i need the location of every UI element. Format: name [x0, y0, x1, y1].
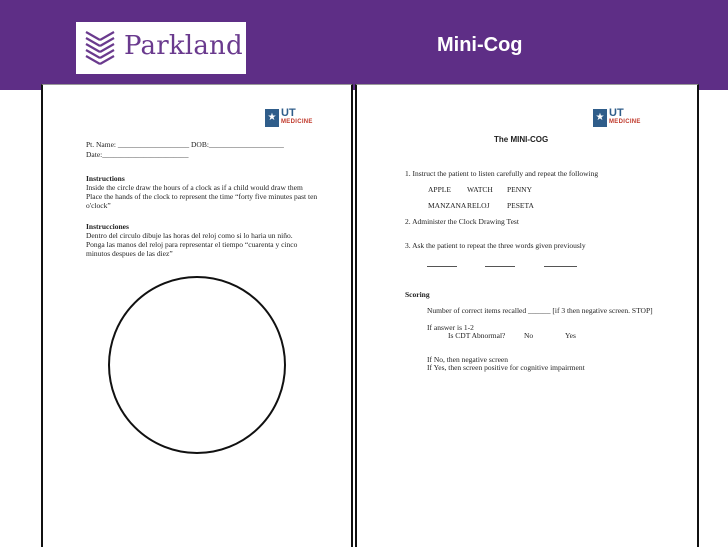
form-title: The MINI-COG [494, 135, 549, 144]
ut-logo-text: UT [281, 107, 296, 119]
if-yes-line: If Yes, then screen positive for cognitive impairment [427, 363, 585, 372]
medicine-logo-text: MEDICINE [609, 119, 641, 125]
instrucciones-heading: Instrucciones [86, 222, 129, 231]
word-penny: PENNY [507, 185, 533, 194]
instructions-heading: Instructions [86, 174, 125, 183]
parkland-logo-icon [82, 26, 118, 70]
clock-drawing-page [41, 84, 353, 547]
if-no-line: If No, then negative screen [427, 355, 509, 364]
step-1: 1. Instruct the patient to listen carefully and repeat the following [405, 169, 599, 178]
mini-cog-form-page [355, 84, 699, 547]
ut-medicine-logo [593, 109, 651, 127]
instrucciones-line: Dentro del circulo dibuje las horas del reloj como si lo haria un niño. [86, 231, 293, 240]
star-icon: ★ [265, 109, 279, 127]
instructions-line: Inside the circle draw the hours of a clock as if a child would draw them [86, 183, 303, 192]
slide-title: Mini-Cog [437, 34, 523, 56]
scoring-line: Number of correct items recalled ______ [if 3 then negative screen. STOP] [427, 306, 653, 315]
step-2: 2. Administer the Clock Drawing Test [405, 217, 519, 226]
word-watch: WATCH [467, 185, 493, 194]
answer-yes: Yes [565, 331, 576, 340]
word-peseta: PESETA [507, 201, 534, 210]
word-apple: APPLE [428, 185, 451, 194]
instructions-line: Place the hands of the clock to represent the time “forty five minutes past ten [86, 192, 318, 201]
word-manzana: MANZANA [428, 201, 467, 210]
scoring-heading: Scoring [405, 290, 430, 299]
cdt-abnormal-question: Is CDT Abnormal? [448, 331, 506, 340]
answer-no: No [524, 331, 534, 340]
if-answer-line: If answer is 1-2 [427, 323, 474, 332]
instrucciones-line: minutos despues de las diez” [86, 249, 173, 258]
recall-blank [427, 266, 457, 267]
recall-blank [485, 266, 515, 267]
instructions-line: o'clock” [86, 201, 111, 210]
recall-blank [544, 266, 577, 267]
header-bar [0, 0, 728, 90]
star-icon: ★ [593, 109, 607, 127]
brand-name: Parkland [124, 31, 243, 61]
clock-circle [108, 276, 286, 454]
parkland-logo [76, 22, 246, 74]
ut-medicine-logo [265, 109, 323, 127]
date-field: Date:_______________________ [86, 150, 189, 159]
step-3: 3. Ask the patient to repeat the three words given previously [405, 241, 586, 250]
medicine-logo-text: MEDICINE [281, 119, 313, 125]
ut-logo-text: UT [609, 107, 624, 119]
instrucciones-line: Ponga las manos del reloj para representar el tiempo “cuarenta y cinco [86, 240, 298, 249]
patient-name-field: Pt. Name: ___________________ DOB:____________________ [86, 140, 284, 149]
word-reloj: RELOJ [467, 201, 490, 210]
